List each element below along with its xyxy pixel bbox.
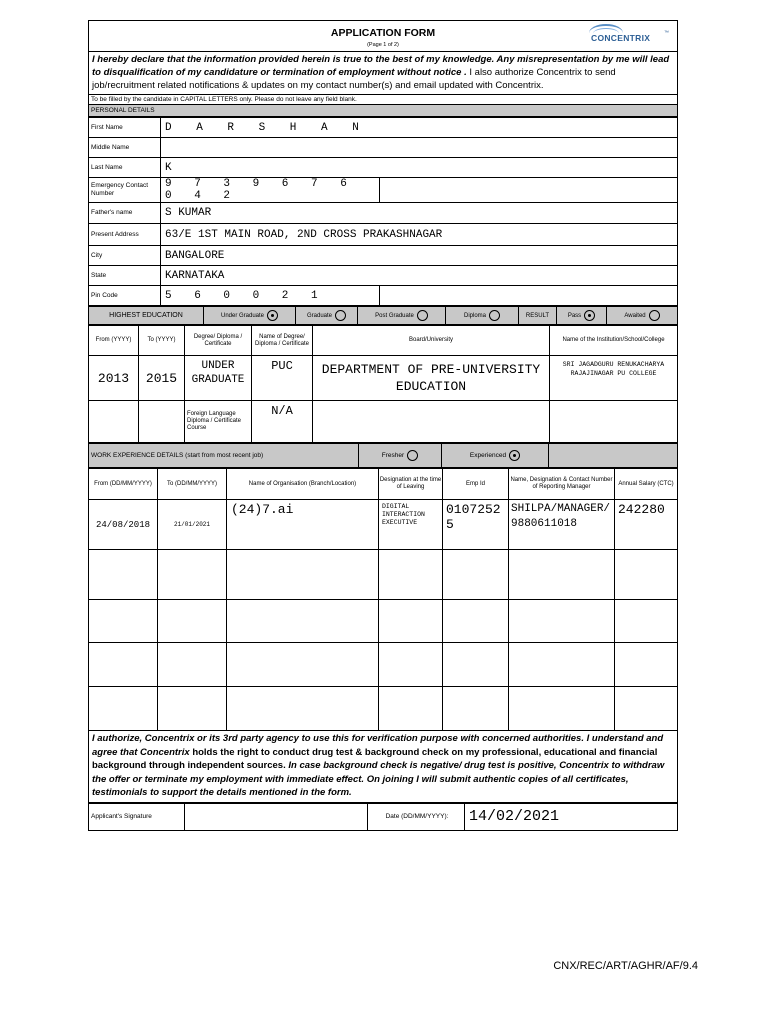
work-experience-label: WORK EXPERIENCE DETAILS (start from most recent job) (89, 444, 359, 468)
foreign-language-label: Foreign Language Diploma / Certificate Course (185, 401, 252, 443)
edu-header-institution: Name of the Institution/School/College (550, 326, 678, 356)
result-option-pass-label: Pass (567, 313, 582, 320)
present-address-label: Present Address (89, 224, 161, 246)
first-name-label: First Name (89, 118, 161, 138)
edu-foreign-institution[interactable] (550, 401, 678, 443)
father-name-field[interactable]: S KUMAR (161, 203, 678, 224)
edu-option-under-graduate[interactable] (204, 307, 296, 325)
work-empty-cell[interactable] (509, 550, 615, 600)
work-from-field[interactable]: 24/08/2018 (89, 500, 158, 550)
declaration (88, 52, 678, 95)
work-header-manager: Name, Designation & Contact Number of Reporting Manager (509, 469, 615, 500)
edu-header-degree: Degree/ Diploma / Certificate (185, 326, 252, 356)
work-empty-cell[interactable] (89, 600, 158, 643)
highest-education-label: HIGHEST EDUCATION (89, 307, 204, 325)
work-empty-cell[interactable] (158, 687, 227, 731)
work-header-designation: Designation at the time of Leaving (379, 469, 443, 500)
state-field[interactable]: KARNATAKA (161, 266, 678, 286)
date-label: Date (DD/MM/YYYY): (368, 803, 465, 830)
edu-degree-field[interactable]: UNDER GRADUATE (185, 356, 252, 401)
present-address-field[interactable]: 63/E 1ST MAIN ROAD, 2ND CROSS PRAKASHNAGAR (161, 224, 678, 246)
emergency-contact-field[interactable]: 9 7 3 9 6 7 6 0 4 2 (161, 178, 380, 203)
result-label: RESULT (519, 307, 557, 325)
middle-name-field[interactable] (161, 138, 678, 158)
work-empty-cell[interactable] (443, 643, 509, 687)
pin-code-field[interactable]: 5 6 0 0 2 1 (161, 286, 380, 306)
form-page-indicator: (Page 1 of 2) (367, 42, 399, 48)
radio-empty-icon[interactable] (417, 310, 428, 321)
work-empty-cell[interactable] (89, 687, 158, 731)
pin-code-extra (379, 286, 677, 306)
foreign-language-field[interactable]: N/A (252, 401, 313, 443)
edu-option-graduate[interactable] (296, 307, 358, 325)
middle-name-label: Middle Name (89, 138, 161, 158)
signature-field[interactable] (185, 803, 368, 830)
work-empty-cell[interactable] (379, 550, 443, 600)
father-name-label: Father's name (89, 203, 161, 224)
work-empty-cell[interactable] (379, 687, 443, 731)
radio-empty-icon[interactable] (489, 310, 500, 321)
city-field[interactable]: BANGALORE (161, 246, 678, 266)
work-emp-id-field[interactable]: 01072525 (443, 500, 509, 550)
authorization-part-2: holds the right to conduct drug test & background check on my professional, educational and financial background through independent sources. (92, 746, 658, 771)
application-form (88, 20, 678, 831)
work-to-field[interactable]: 21/01/2021 (158, 500, 227, 550)
work-empty-row (89, 643, 678, 687)
work-empty-cell[interactable] (615, 550, 678, 600)
edu-institution-field[interactable]: SRI JAGADGURU RENUKACHARYA RAJAJINAGAR PU COLLEGE (550, 356, 678, 401)
declaration-plain: I also authorize Concentrix to send job/recruitment related notifications & updates on my contact number(s) and email updated with Concentrix. (92, 67, 616, 91)
work-header-emp-id: Emp Id (443, 469, 509, 500)
work-manager-field[interactable]: SHILPA/MANAGER/9880611018 (509, 500, 615, 550)
radio-empty-icon[interactable] (407, 450, 418, 461)
work-option-experienced-label: Experienced (469, 452, 507, 460)
edu-name-degree-field[interactable]: PUC (252, 356, 313, 401)
work-empty-cell[interactable] (509, 600, 615, 643)
work-empty-cell[interactable] (158, 643, 227, 687)
authorization-part-3: In case background check is negative/ drug test is positive, Concentrix to withdraw the offer or terminate my employment with immediate effect. On joining I will submit authentic copies of all certificates, testimonials to support the details mentioned in the form. (92, 760, 665, 798)
logo-tm: ™ (664, 30, 669, 36)
edu-board-field[interactable]: DEPARTMENT OF PRE-UNIVERSITY EDUCATION (313, 356, 550, 401)
work-empty-cell[interactable] (379, 643, 443, 687)
work-option-experienced[interactable] (442, 444, 549, 468)
work-designation-field[interactable]: DIGITAL INTERACTION EXECUTIVE (379, 500, 443, 550)
edu-header-name-degree: Name of Degree/ Diploma / Certificate (252, 326, 313, 356)
radio-selected-icon[interactable] (584, 310, 595, 321)
emergency-contact-extra (379, 178, 677, 203)
personal-details-table (88, 117, 678, 306)
work-header-to: To (DD/MM/YYYY) (158, 469, 227, 500)
work-empty-cell[interactable] (443, 550, 509, 600)
form-code: CNX/REC/ART/AGHR/AF/9.4 (553, 960, 698, 972)
edu-option-post-graduate-label: Post Graduate (375, 313, 414, 320)
work-experience-bar (88, 443, 678, 468)
work-empty-cell[interactable] (227, 600, 379, 643)
work-header-org: Name of Organisation (Branch/Location) (227, 469, 379, 500)
edu-from-field[interactable]: 2013 (89, 356, 139, 401)
authorization-part-1: I authorize, Concentrix or its 3rd party agency to use this for verification purpose with concerned authorities. I understand and agree that Concentrix (92, 733, 664, 758)
work-header-from: From (DD/MM/YYYY) (89, 469, 158, 500)
work-table (88, 468, 678, 731)
work-empty-cell[interactable] (89, 550, 158, 600)
last-name-label: Last Name (89, 158, 161, 178)
work-empty-row (89, 687, 678, 731)
work-empty-row (89, 600, 678, 643)
signature-label: Applicant's Signature (89, 803, 185, 830)
work-empty-cell[interactable] (227, 687, 379, 731)
city-label: City (89, 246, 161, 266)
edu-header-from: From (YYYY) (89, 326, 139, 356)
last-name-field[interactable]: K (161, 158, 678, 178)
logo-wordmark: CONCENTRIX (591, 33, 651, 43)
result-option-awaited[interactable] (607, 307, 678, 325)
declaration-bold: I hereby declare that the information provided herein is true to the best of my knowledge. Any misrepresentation by me will lead to disqualification of my candidature or termination of employment without notice . (92, 54, 670, 78)
work-empty-cell[interactable] (509, 643, 615, 687)
radio-empty-icon[interactable] (335, 310, 346, 321)
personal-details-header: PERSONAL DETAILS (88, 105, 678, 117)
work-empty-cell[interactable] (379, 600, 443, 643)
work-option-fresher-label: Fresher (381, 452, 405, 460)
work-empty-cell[interactable] (615, 687, 678, 731)
fill-instructions: To be filled by the candidate in CAPITAL LETTERS only. Please do not leave any field blank. (88, 95, 678, 105)
work-empty-cell[interactable] (615, 600, 678, 643)
edu-to-field[interactable]: 2015 (139, 356, 185, 401)
pin-code-label: Pin Code (89, 286, 161, 306)
work-empty-cell[interactable] (158, 600, 227, 643)
work-org-field[interactable]: (24)7.ai (227, 500, 379, 550)
edu-foreign-board[interactable] (313, 401, 550, 443)
edu-header-board: Board/University (313, 326, 550, 356)
edu-option-diploma[interactable] (446, 307, 519, 325)
signature-table (88, 803, 678, 831)
work-empty-cell[interactable] (443, 600, 509, 643)
radio-selected-icon[interactable] (509, 450, 520, 461)
work-empty-cell[interactable] (227, 643, 379, 687)
form-header (88, 20, 678, 52)
edu-option-diploma-label: Diploma (463, 313, 486, 320)
edu-option-under-graduate-label: Under Graduate (220, 313, 265, 320)
emergency-contact-label: Emergency Contact Number (89, 178, 161, 203)
radio-selected-icon[interactable] (267, 310, 278, 321)
education-table (88, 325, 678, 443)
work-bar-blank (549, 444, 678, 468)
work-empty-cell[interactable] (443, 687, 509, 731)
work-empty-row (89, 550, 678, 600)
edu-header-to: To (YYYY) (139, 326, 185, 356)
date-field[interactable]: 14/02/2021 (465, 803, 678, 830)
work-empty-cell[interactable] (89, 643, 158, 687)
first-name-field[interactable]: D A R S H A N (161, 118, 678, 138)
edu-foreign-from[interactable] (89, 401, 139, 443)
work-salary-field[interactable]: 242280 (615, 500, 678, 550)
work-empty-cell[interactable] (227, 550, 379, 600)
form-title: APPLICATION FORM (330, 27, 436, 39)
authorization-statement (88, 731, 678, 803)
work-header-salary: Annual Salary (CTC) (615, 469, 678, 500)
work-empty-cell[interactable] (509, 687, 615, 731)
work-empty-cell[interactable] (158, 550, 227, 600)
radio-empty-icon[interactable] (649, 310, 660, 321)
edu-foreign-to[interactable] (139, 401, 185, 443)
result-option-awaited-label: Awaited (624, 313, 646, 320)
highest-education-bar (88, 306, 678, 325)
edu-option-post-graduate[interactable] (358, 307, 446, 325)
state-label: State (89, 266, 161, 286)
edu-option-graduate-label: Graduate (306, 313, 333, 320)
work-empty-cell[interactable] (615, 643, 678, 687)
result-option-pass[interactable] (557, 307, 607, 325)
work-option-fresher[interactable] (359, 444, 442, 468)
concentrix-logo (589, 24, 669, 46)
